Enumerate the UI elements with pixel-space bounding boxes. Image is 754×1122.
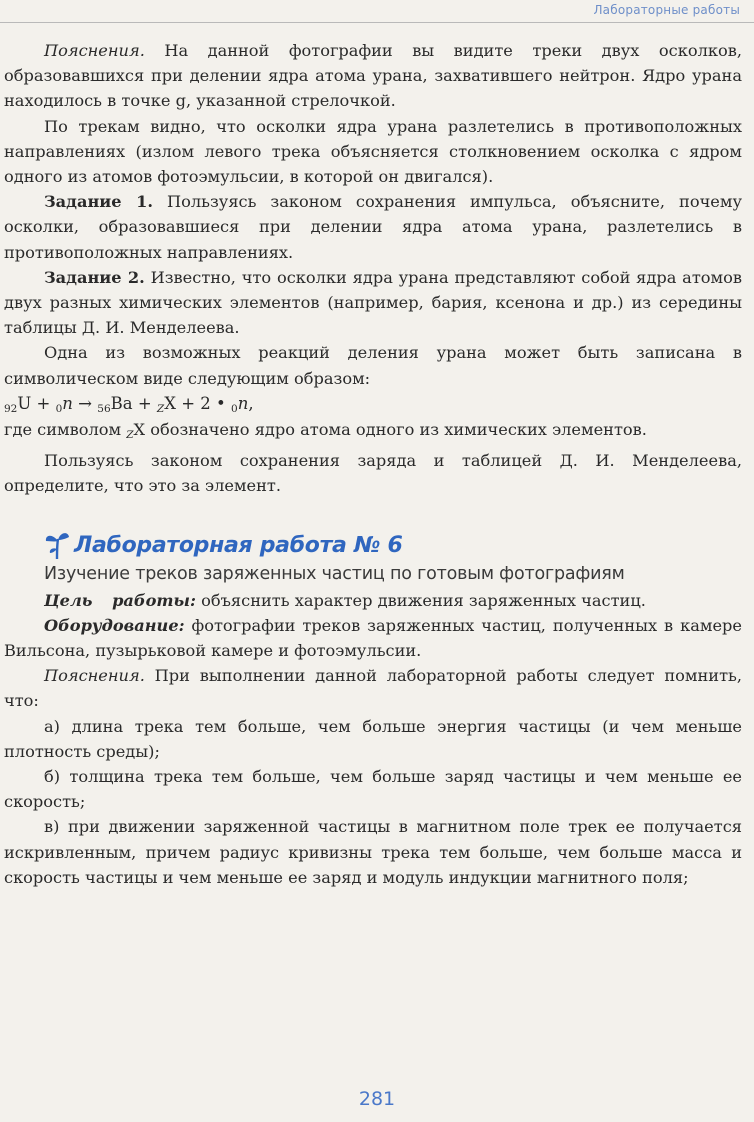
task1-label: Задание 1. xyxy=(44,192,153,212)
running-header xyxy=(0,0,754,23)
equipment-label: Оборудование: xyxy=(44,615,185,635)
explanation-text: На данной фотографии вы видите треки двух осколков, образовавшихся при делении ядра атома урана, захватившего нейтрон. Ядро урана находилось в точке g, указанной стрелочкой. xyxy=(4,41,742,111)
fission-formula xyxy=(4,391,742,417)
where-symbol: X xyxy=(133,419,146,439)
equipment-paragraph xyxy=(4,613,742,663)
formula-end: , xyxy=(248,393,254,413)
task2-paragraph xyxy=(4,265,742,341)
reaction-arrow: → xyxy=(72,393,98,413)
neutron2-sub: 0 xyxy=(231,402,238,415)
task1-text: Пользуясь законом сохранения импульса, объясните, почему осколки, образовавшиеся при делении ядра атома урана, разлетелись в противоположных направлениях. xyxy=(4,192,742,262)
list-item-b: б) толщина трека тем больше, чем больше заряд частицы и чем меньше ее скорость; xyxy=(4,767,742,812)
neutron-sub: 0 xyxy=(55,402,63,415)
reaction-intro: Одна из возможных реакций деления урана может быть записана в символическом виде следующим образом: xyxy=(4,343,742,388)
explanation-paragraph xyxy=(4,38,742,114)
lab6-subtitle: Изучение треков заряженных частиц по готовым фотографиям xyxy=(44,564,625,585)
list-item-c: в) при движении заряженной частицы в магнитном поле трек ее получается искривленным, причем радиус кривизны трека тем больше, чем больше масса и скорость частицы и чем меньше ее заряд и модуль индукции магнитного поля; xyxy=(4,817,742,887)
goal-text: объяснить характер движения заряженных частиц. xyxy=(195,590,646,610)
page-body xyxy=(4,38,742,890)
uranium-symbol: U + xyxy=(17,393,56,413)
task1-paragraph xyxy=(4,189,742,265)
lab6-heading: Лабораторная работа № 6 xyxy=(74,532,403,558)
lab6-explanation-lead: Пояснения. xyxy=(44,666,145,686)
where-pre: где символом xyxy=(4,419,127,439)
tracks-paragraph: По трекам видно, что осколки ядра урана разлетелись в противоположных направлениях (излом левого трека объясняется столкновением осколка с ядром одного из атомов фотоэмульсии, в которой он двигался). xyxy=(4,116,742,187)
lab6-explanation-text: При выполнении данной лабораторной работы следует помнить, что: xyxy=(4,666,742,711)
barium-sub: 56 xyxy=(97,402,111,415)
where-post: обозначено ядро атома одного из химических элементов. xyxy=(145,419,647,439)
leaf-icon xyxy=(42,529,72,561)
lab6-heading-row xyxy=(4,528,742,562)
task2-text: Известно, что осколки ядра урана представляют собой ядра атомов двух разных химических элементов (например, бария, ксенона и др.) из середины таблицы Д. И. Менделеева. xyxy=(4,267,742,338)
lab6-explanation-paragraph xyxy=(4,663,742,713)
explanation-lead: Пояснения. xyxy=(44,41,145,60)
neutron2-symbol: n xyxy=(237,393,249,413)
unknown-element-symbol: X + 2 • xyxy=(164,393,232,413)
conclusion-paragraph: Пользуясь законом сохранения заряда и таблицей Д. И. Менделеева, определите, что это за элемент. xyxy=(4,451,742,496)
where-sub: Z xyxy=(126,428,134,441)
unknown-element-sub: Z xyxy=(156,402,165,415)
uranium-mass-sub: 92 xyxy=(4,402,18,415)
task2-label: Задание 2. xyxy=(44,267,145,287)
neutron-symbol: n xyxy=(62,393,73,413)
list-item-a: а) длина трека тем больше, чем больше энергия частицы (и чем меньше плотность среды); xyxy=(4,716,742,761)
where-paragraph xyxy=(4,417,742,448)
goal-label: Цель работы: xyxy=(44,590,196,610)
running-header-title: Лабораторные работы xyxy=(593,3,740,17)
equipment-text: фотографии треков заряженных частиц, полученных в камере Вильсона, пузырьковой камере и фотоэмульсии. xyxy=(4,615,742,661)
goal-paragraph xyxy=(4,588,742,613)
barium-symbol: Ba + xyxy=(110,393,157,413)
page-number: 281 xyxy=(358,1088,396,1110)
